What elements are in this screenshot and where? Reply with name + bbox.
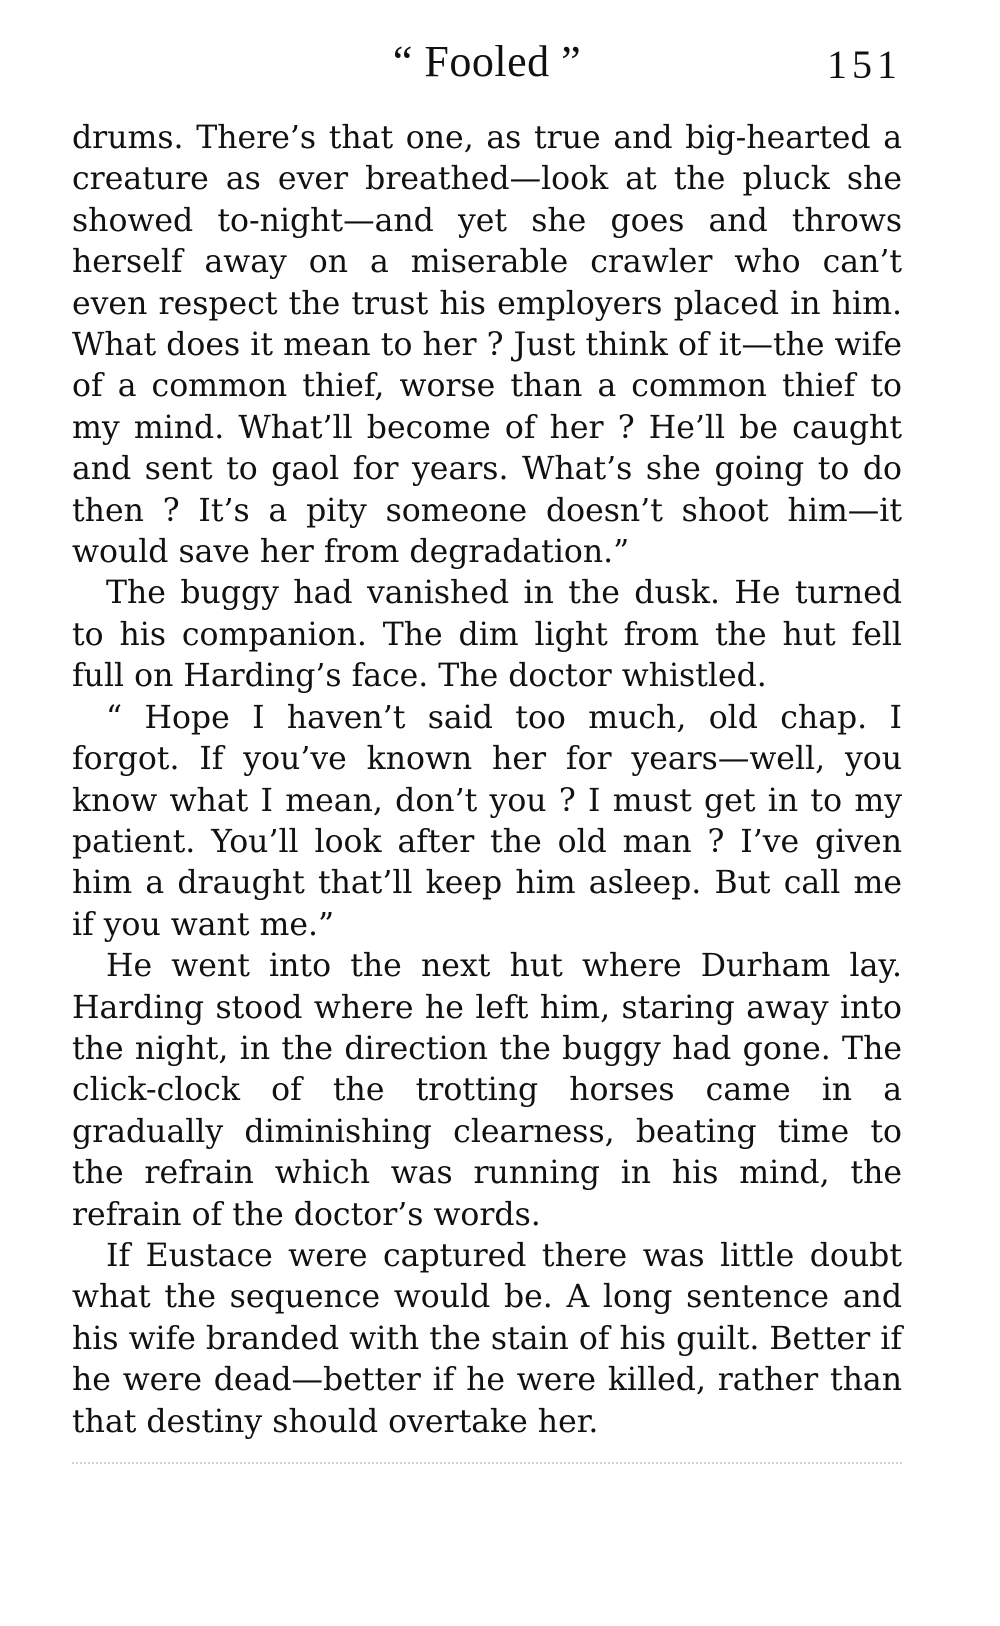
body-text [72, 118, 902, 1443]
running-head [72, 30, 902, 100]
paragraph-5: If Eustace were captured there was little doubt what the sequence would be. A long sentence and his wife branded with the stain of his guilt. Better if he were dead—better if he were killed, rather than that destiny should overtake her. [72, 1237, 902, 1440]
print-specks-divider [72, 1462, 902, 1468]
paragraph-4: He went into the next hut where Durham lay. Harding stood where he left him, staring away into the night, in the direction the buggy had gone. The click-clock of the trotting horses came in a gradually diminishing clearness, beating time to the refrain which was running in his mind, the refrain of the doctor’s words. [72, 948, 902, 1233]
book-page [72, 30, 902, 1443]
page-number: 151 [827, 42, 902, 87]
paragraph-1: drums. There’s that one, as true and big-hearted a creature as ever breathed—look at the pluck she showed to-night—and yet she goes and throws herself away on a miserable crawler who can’t even respect the trust his employers placed in him. What does it mean to her ? Just think of it—the wife of a common thief, worse than a common thief to my mind. What’ll become of her ? He’ll be caught and sent to gaol for years. What’s she going to do then ? It’s a pity someone doesn’t shoot him—it would save her from degradation.” [72, 120, 902, 571]
paragraph-3: “ Hope I haven’t said too much, old chap. I forgot. If you’ve known her for years—well, you know what I mean, don’t you ? I must get in to my patient. You’ll look after the old man ? I’ve given him a draught that’ll keep him asleep. But call me if you want me.” [72, 699, 902, 943]
running-title: “ Fooled ” [392, 37, 582, 86]
paragraph-2: The buggy had vanished in the dusk. He turned to his companion. The dim light from the hut fell full on Harding’s face. The doctor whistled. [72, 575, 902, 695]
